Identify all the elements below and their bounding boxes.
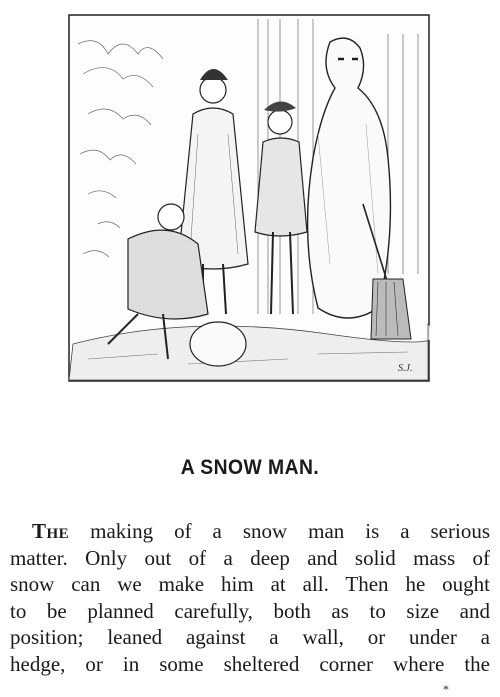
text-line-2: matter. Only out of a deep and solid mass of (10, 545, 490, 570)
footer-mark: * (443, 682, 449, 696)
artist-signature: S.J. (398, 363, 413, 374)
body-paragraph (10, 518, 490, 678)
text-line-4: to be planned carefully, both as to size and (10, 598, 490, 623)
snowman-engraving-icon (68, 14, 430, 382)
text-line-3: snow can we make him at all. Then he ought (10, 572, 490, 597)
snowman-illustration (68, 14, 430, 382)
lead-word: The (32, 519, 70, 543)
text-line-5: position; leaned against a wall, or under a (10, 625, 490, 650)
text-line-1: The making of a snow man is a serious (32, 519, 490, 543)
text-line-6: hedge, or in some sheltered corner where the (10, 651, 490, 676)
page-title: A SNOW MAN. (180, 456, 320, 479)
